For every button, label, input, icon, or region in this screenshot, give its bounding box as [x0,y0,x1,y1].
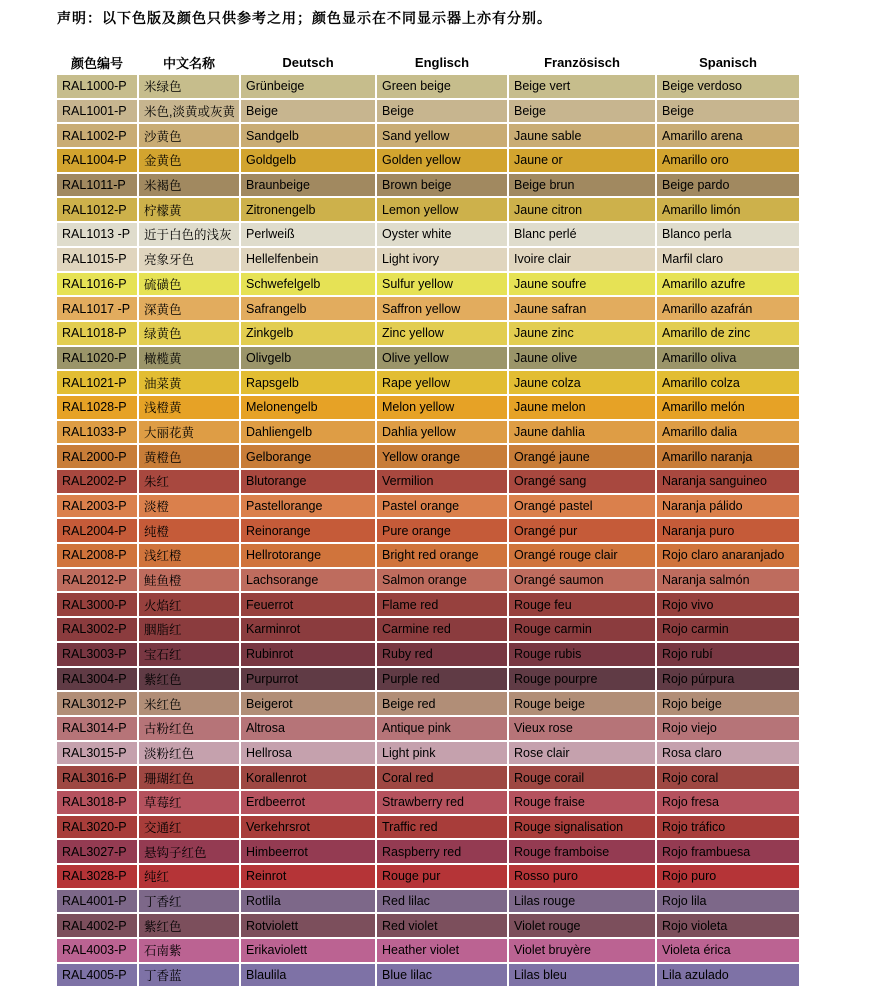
cell-chinese-name: 朱红 [139,470,239,493]
cell-english-name: Light pink [377,742,507,765]
cell-french-name: Rouge feu [509,593,655,616]
cell-spanish-name: Rojo viejo [657,717,799,740]
table-row [57,890,799,913]
cell-color-code: RAL3018-P [57,791,137,814]
cell-chinese-name: 浅橙黄 [139,396,239,419]
cell-english-name: Red violet [377,914,507,937]
cell-chinese-name: 绿黄色 [139,322,239,345]
cell-english-name: Salmon orange [377,569,507,592]
cell-french-name: Jaune colza [509,371,655,394]
table-row [57,322,799,345]
cell-english-name: Zinc yellow [377,322,507,345]
cell-chinese-name: 米色,淡黄或灰黄 [139,100,239,123]
column-header-german: Deutsch [241,52,375,73]
cell-french-name: Violet rouge [509,914,655,937]
cell-english-name: Blue lilac [377,964,507,987]
cell-color-code: RAL1011-P [57,174,137,197]
cell-spanish-name: Rojo tráfico [657,816,799,839]
cell-spanish-name: Rojo claro anaranjado [657,544,799,567]
cell-color-code: RAL1017 -P [57,297,137,320]
cell-spanish-name: Amarillo limón [657,198,799,221]
table-row [57,692,799,715]
cell-german-name: Erdbeerrot [241,791,375,814]
cell-color-code: RAL1013 -P [57,223,137,246]
cell-german-name: Safrangelb [241,297,375,320]
cell-spanish-name: Amarillo colza [657,371,799,394]
cell-french-name: Rouge pourpre [509,668,655,691]
cell-french-name: Rouge rubis [509,643,655,666]
cell-german-name: Rapsgelb [241,371,375,394]
cell-chinese-name: 淡橙 [139,495,239,518]
cell-german-name: Beigerot [241,692,375,715]
cell-chinese-name: 火焰红 [139,593,239,616]
cell-german-name: Dahliengelb [241,421,375,444]
cell-chinese-name: 古粉红色 [139,717,239,740]
cell-spanish-name: Rojo coral [657,766,799,789]
table-row [57,593,799,616]
cell-german-name: Feuerrot [241,593,375,616]
column-header-english: Englisch [377,52,507,73]
table-row [57,347,799,370]
cell-spanish-name: Amarillo azufre [657,273,799,296]
table-row [57,495,799,518]
cell-color-code: RAL1033-P [57,421,137,444]
column-header-spanish: Spanisch [657,52,799,73]
table-row [57,717,799,740]
cell-color-code: RAL2012-P [57,569,137,592]
table-body [57,75,799,986]
cell-spanish-name: Marfil claro [657,248,799,271]
cell-spanish-name: Naranja pálido [657,495,799,518]
cell-german-name: Blutorange [241,470,375,493]
cell-german-name: Goldgelb [241,149,375,172]
cell-color-code: RAL1028-P [57,396,137,419]
cell-french-name: Beige vert [509,75,655,98]
cell-chinese-name: 硫磺色 [139,273,239,296]
cell-english-name: Dahlia yellow [377,421,507,444]
cell-german-name: Melonengelb [241,396,375,419]
cell-english-name: Sulfur yellow [377,273,507,296]
cell-english-name: Saffron yellow [377,297,507,320]
cell-color-code: RAL3020-P [57,816,137,839]
column-header-code: 颜色编号 [57,52,137,73]
cell-english-name: Melon yellow [377,396,507,419]
cell-color-code: RAL1000-P [57,75,137,98]
cell-chinese-name: 淡粉红色 [139,742,239,765]
cell-english-name: Bright red orange [377,544,507,567]
cell-chinese-name: 浅红橙 [139,544,239,567]
cell-german-name: Blaulila [241,964,375,987]
cell-french-name: Jaune sable [509,124,655,147]
cell-french-name: Beige brun [509,174,655,197]
cell-chinese-name: 丁香蓝 [139,964,239,987]
cell-french-name: Jaune or [509,149,655,172]
cell-chinese-name: 交通红 [139,816,239,839]
cell-french-name: Orangé pastel [509,495,655,518]
cell-color-code: RAL1001-P [57,100,137,123]
table-row [57,766,799,789]
cell-color-code: RAL2000-P [57,445,137,468]
cell-french-name: Violet bruyère [509,939,655,962]
cell-spanish-name: Rojo vivo [657,593,799,616]
cell-english-name: Purple red [377,668,507,691]
cell-spanish-name: Rojo rubí [657,643,799,666]
cell-french-name: Lilas rouge [509,890,655,913]
cell-chinese-name: 沙黄色 [139,124,239,147]
cell-french-name: Vieux rose [509,717,655,740]
cell-german-name: Reinrot [241,865,375,888]
cell-color-code: RAL4001-P [57,890,137,913]
cell-color-code: RAL3012-P [57,692,137,715]
cell-chinese-name: 紫红色 [139,668,239,691]
cell-color-code: RAL3015-P [57,742,137,765]
cell-french-name: Jaune soufre [509,273,655,296]
cell-color-code: RAL3014-P [57,717,137,740]
cell-chinese-name: 油菜黄 [139,371,239,394]
cell-german-name: Rotviolett [241,914,375,937]
cell-spanish-name: Naranja sanguineo [657,470,799,493]
cell-spanish-name: Rojo puro [657,865,799,888]
cell-spanish-name: Amarillo azafrán [657,297,799,320]
cell-spanish-name: Rojo lila [657,890,799,913]
cell-chinese-name: 米红色 [139,692,239,715]
cell-english-name: Rape yellow [377,371,507,394]
cell-chinese-name: 宝石红 [139,643,239,666]
table-row [57,668,799,691]
table-row [57,964,799,987]
cell-french-name: Jaune olive [509,347,655,370]
cell-color-code: RAL2008-P [57,544,137,567]
cell-french-name: Jaune citron [509,198,655,221]
cell-spanish-name: Beige verdoso [657,75,799,98]
cell-english-name: Sand yellow [377,124,507,147]
cell-french-name: Rouge signalisation [509,816,655,839]
cell-german-name: Zinkgelb [241,322,375,345]
cell-german-name: Reinorange [241,519,375,542]
column-header-chinese: 中文名称 [139,52,239,73]
table-row [57,791,799,814]
table-row [57,124,799,147]
cell-german-name: Lachsorange [241,569,375,592]
cell-color-code: RAL1012-P [57,198,137,221]
header-row [57,52,799,73]
cell-french-name: Beige [509,100,655,123]
cell-spanish-name: Violeta érica [657,939,799,962]
cell-english-name: Vermilion [377,470,507,493]
cell-french-name: Rose clair [509,742,655,765]
cell-spanish-name: Rojo violeta [657,914,799,937]
cell-spanish-name: Amarillo oliva [657,347,799,370]
cell-chinese-name: 大丽花黄 [139,421,239,444]
table-row [57,396,799,419]
cell-french-name: Orangé sang [509,470,655,493]
table-row [57,223,799,246]
cell-color-code: RAL3016-P [57,766,137,789]
table-row [57,569,799,592]
cell-chinese-name: 黄橙色 [139,445,239,468]
cell-german-name: Schwefelgelb [241,273,375,296]
cell-color-code: RAL2004-P [57,519,137,542]
table-row [57,100,799,123]
cell-color-code: RAL1015-P [57,248,137,271]
disclaimer-text: 声明：以下色版及颜色只供参考之用；颜色显示在不同显示器上亦有分别。 [57,10,552,26]
cell-spanish-name: Beige [657,100,799,123]
cell-german-name: Braunbeige [241,174,375,197]
cell-french-name: Orangé jaune [509,445,655,468]
cell-english-name: Traffic red [377,816,507,839]
cell-german-name: Rubinrot [241,643,375,666]
cell-english-name: Carmine red [377,618,507,641]
cell-chinese-name: 橄榄黄 [139,347,239,370]
cell-english-name: Golden yellow [377,149,507,172]
cell-color-code: RAL1020-P [57,347,137,370]
cell-english-name: Green beige [377,75,507,98]
cell-chinese-name: 米绿色 [139,75,239,98]
cell-french-name: Orangé pur [509,519,655,542]
table-row [57,742,799,765]
cell-english-name: Beige red [377,692,507,715]
cell-french-name: Rouge fraise [509,791,655,814]
cell-german-name: Hellrotorange [241,544,375,567]
column-header-french: Französisch [509,52,655,73]
ral-color-table [55,50,801,988]
cell-german-name: Verkehrsrot [241,816,375,839]
cell-french-name: Rouge beige [509,692,655,715]
cell-chinese-name: 珊瑚红色 [139,766,239,789]
cell-french-name: Rouge carmin [509,618,655,641]
cell-german-name: Himbeerrot [241,840,375,863]
cell-german-name: Purpurrot [241,668,375,691]
cell-english-name: Pure orange [377,519,507,542]
cell-french-name: Orangé saumon [509,569,655,592]
cell-english-name: Heather violet [377,939,507,962]
table-row [57,939,799,962]
table-row [57,914,799,937]
cell-german-name: Zitronengelb [241,198,375,221]
cell-chinese-name: 石南紫 [139,939,239,962]
cell-color-code: RAL3002-P [57,618,137,641]
cell-chinese-name: 近于白色的浅灰 [139,223,239,246]
cell-french-name: Rouge framboise [509,840,655,863]
cell-color-code: RAL3003-P [57,643,137,666]
cell-spanish-name: Amarillo naranja [657,445,799,468]
cell-german-name: Grünbeige [241,75,375,98]
cell-spanish-name: Blanco perla [657,223,799,246]
cell-spanish-name: Amarillo melón [657,396,799,419]
table-row [57,297,799,320]
cell-english-name: Oyster white [377,223,507,246]
cell-english-name: Brown beige [377,174,507,197]
cell-german-name: Hellelfenbein [241,248,375,271]
table-row [57,544,799,567]
cell-english-name: Coral red [377,766,507,789]
cell-french-name: Rouge corail [509,766,655,789]
cell-spanish-name: Rojo carmin [657,618,799,641]
cell-color-code: RAL3028-P [57,865,137,888]
cell-chinese-name: 鲑鱼橙 [139,569,239,592]
table-row [57,816,799,839]
cell-color-code: RAL3027-P [57,840,137,863]
cell-german-name: Altrosa [241,717,375,740]
cell-spanish-name: Naranja puro [657,519,799,542]
cell-chinese-name: 草莓红 [139,791,239,814]
cell-spanish-name: Rojo púrpura [657,668,799,691]
cell-chinese-name: 纯橙 [139,519,239,542]
cell-color-code: RAL1021-P [57,371,137,394]
cell-color-code: RAL1004-P [57,149,137,172]
cell-english-name: Olive yellow [377,347,507,370]
cell-color-code: RAL2003-P [57,495,137,518]
cell-english-name: Light ivory [377,248,507,271]
table-row [57,618,799,641]
cell-german-name: Pastellorange [241,495,375,518]
cell-color-code: RAL2002-P [57,470,137,493]
cell-french-name: Ivoire clair [509,248,655,271]
table-row [57,865,799,888]
table-row [57,519,799,542]
table-row [57,470,799,493]
cell-german-name: Gelborange [241,445,375,468]
cell-french-name: Lilas bleu [509,964,655,987]
cell-french-name: Rosso puro [509,865,655,888]
cell-french-name: Jaune zinc [509,322,655,345]
cell-color-code: RAL1016-P [57,273,137,296]
table-row [57,149,799,172]
cell-spanish-name: Naranja salmón [657,569,799,592]
cell-french-name: Jaune dahlia [509,421,655,444]
cell-german-name: Olivgelb [241,347,375,370]
cell-german-name: Hellrosa [241,742,375,765]
cell-english-name: Lemon yellow [377,198,507,221]
cell-english-name: Ruby red [377,643,507,666]
cell-german-name: Rotlila [241,890,375,913]
table-row [57,445,799,468]
cell-color-code: RAL1002-P [57,124,137,147]
table-row [57,371,799,394]
cell-chinese-name: 深黄色 [139,297,239,320]
cell-color-code: RAL1018-P [57,322,137,345]
table-row [57,421,799,444]
cell-chinese-name: 亮象牙色 [139,248,239,271]
cell-english-name: Red lilac [377,890,507,913]
table-row [57,174,799,197]
table-row [57,643,799,666]
cell-spanish-name: Rojo fresa [657,791,799,814]
cell-spanish-name: Beige pardo [657,174,799,197]
cell-color-code: RAL4003-P [57,939,137,962]
cell-chinese-name: 悬钩子红色 [139,840,239,863]
cell-french-name: Jaune melon [509,396,655,419]
cell-chinese-name: 丁香红 [139,890,239,913]
table-row [57,198,799,221]
cell-english-name: Flame red [377,593,507,616]
cell-chinese-name: 米褐色 [139,174,239,197]
cell-french-name: Blanc perlé [509,223,655,246]
table-row [57,75,799,98]
cell-english-name: Yellow orange [377,445,507,468]
cell-spanish-name: Rojo beige [657,692,799,715]
cell-english-name: Antique pink [377,717,507,740]
cell-german-name: Korallenrot [241,766,375,789]
cell-english-name: Rouge pur [377,865,507,888]
cell-french-name: Jaune safran [509,297,655,320]
cell-chinese-name: 柠檬黄 [139,198,239,221]
cell-spanish-name: Amarillo oro [657,149,799,172]
cell-color-code: RAL3004-P [57,668,137,691]
cell-spanish-name: Rojo frambuesa [657,840,799,863]
cell-english-name: Beige [377,100,507,123]
cell-english-name: Strawberry red [377,791,507,814]
cell-chinese-name: 紫红色 [139,914,239,937]
cell-german-name: Beige [241,100,375,123]
cell-french-name: Orangé rouge clair [509,544,655,567]
cell-spanish-name: Lila azulado [657,964,799,987]
cell-chinese-name: 纯红 [139,865,239,888]
table-row [57,248,799,271]
cell-color-code: RAL4005-P [57,964,137,987]
cell-spanish-name: Amarillo dalia [657,421,799,444]
cell-english-name: Raspberry red [377,840,507,863]
cell-chinese-name: 金黄色 [139,149,239,172]
cell-spanish-name: Amarillo arena [657,124,799,147]
cell-spanish-name: Rosa claro [657,742,799,765]
table-row [57,273,799,296]
cell-german-name: Perlweiß [241,223,375,246]
cell-chinese-name: 胭脂红 [139,618,239,641]
cell-german-name: Sandgelb [241,124,375,147]
cell-spanish-name: Amarillo de zinc [657,322,799,345]
table-row [57,840,799,863]
cell-german-name: Karminrot [241,618,375,641]
cell-color-code: RAL4002-P [57,914,137,937]
cell-german-name: Erikaviolett [241,939,375,962]
cell-color-code: RAL3000-P [57,593,137,616]
cell-english-name: Pastel orange [377,495,507,518]
